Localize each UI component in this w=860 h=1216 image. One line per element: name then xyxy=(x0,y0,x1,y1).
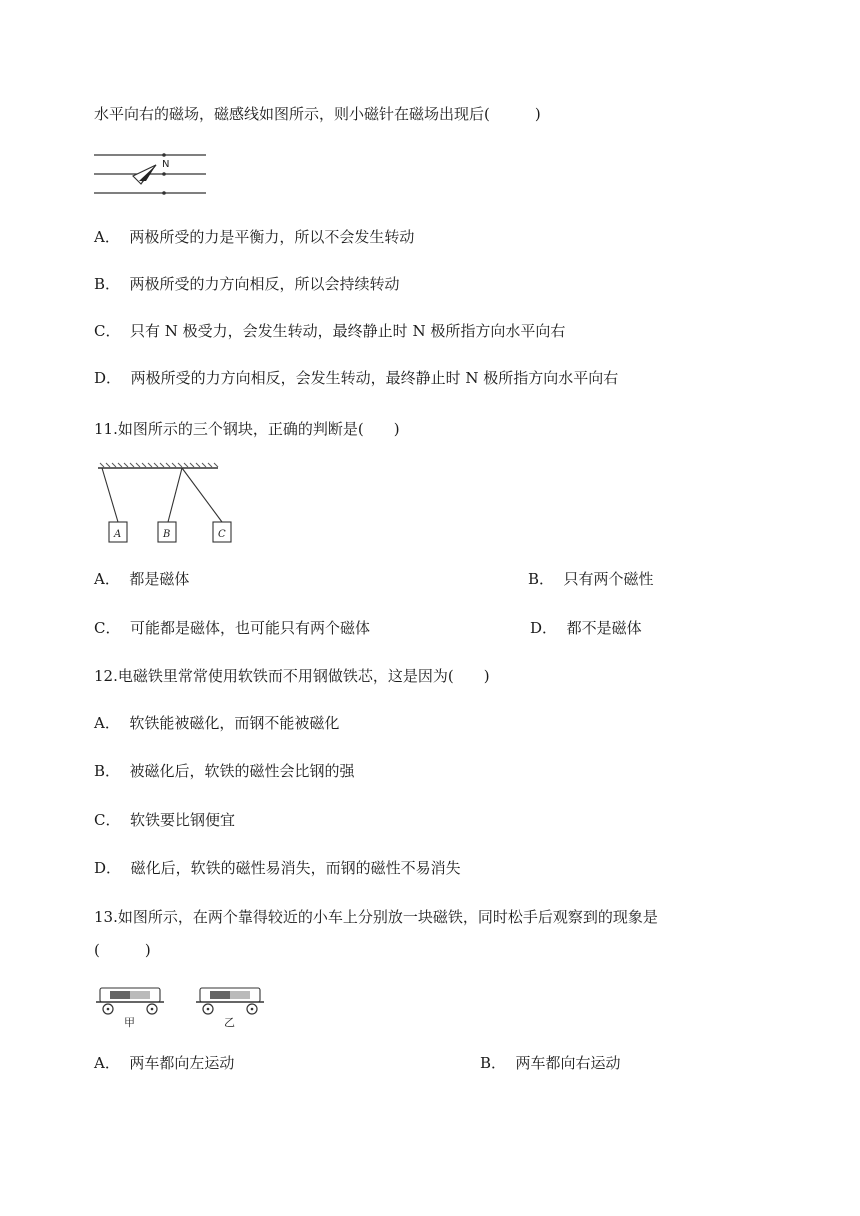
north-pole-label: N xyxy=(162,159,170,170)
q10-option-b: B． 两极所受的力方向相反，所以会持续转动 xyxy=(94,275,400,293)
question-11-stem: 11.如图所示的三个钢块，正确的判断是( ) xyxy=(94,420,400,438)
q13-option-b: B． 两车都向右运动 xyxy=(480,1054,621,1072)
q10-option-a: A． 两极所受的力是平衡力，所以不会发生转动 xyxy=(94,228,415,246)
q12-option-b: B． 被磁化后，软铁的磁性会比钢的强 xyxy=(94,762,355,780)
q11-option-c: C． 可能都是磁体，也可能只有两个磁体 xyxy=(94,619,371,637)
q12-option-c: C． 软铁要比钢便宜 xyxy=(94,811,236,829)
q13-option-a: A． 两车都向左运动 xyxy=(94,1054,235,1072)
q11-option-d: D． 都不是磁体 xyxy=(530,619,642,637)
magnet-carts-figure xyxy=(96,982,270,1030)
compass-field-figure xyxy=(94,150,208,196)
block-label-a: A xyxy=(114,529,122,540)
block-label-b: B xyxy=(163,529,171,540)
q11-option-b: B． 只有两个磁性 xyxy=(528,570,654,588)
question-13-stem-cont: ( ) xyxy=(94,941,151,959)
hanging-steel-blocks-figure xyxy=(96,462,226,544)
q12-option-a: A． 软铁能被磁化，而钢不能被磁化 xyxy=(94,714,340,732)
q10-option-d: D． 两极所受的力方向相反，会发生转动，最终静止时 N 极所指方向水平向右 xyxy=(94,369,619,387)
question-10-stem: 水平向右的磁场，磁感线如图所示，则小磁针在磁场出现后( ) xyxy=(94,105,541,123)
question-13-stem: 13.如图所示，在两个靠得较近的小车上分别放一块磁铁，同时松手后观察到的现象是 xyxy=(94,908,658,926)
question-12-stem: 12.电磁铁里常常使用软铁而不用钢做铁芯，这是因为( ) xyxy=(94,667,490,685)
cart-jia xyxy=(96,988,164,1014)
cart-label-jia: 甲 xyxy=(124,1016,135,1029)
q12-option-d: D． 磁化后，软铁的磁性易消失，而钢的磁性不易消失 xyxy=(94,859,461,877)
q11-option-a: A． 都是磁体 xyxy=(94,570,190,588)
cart-label-yi: 乙 xyxy=(224,1016,235,1029)
q10-option-c: C． 只有 N 极受力，会发生转动，最终静止时 N 极所指方向水平向右 xyxy=(94,322,566,340)
cart-yi xyxy=(196,988,264,1014)
block-label-c: C xyxy=(218,529,226,540)
